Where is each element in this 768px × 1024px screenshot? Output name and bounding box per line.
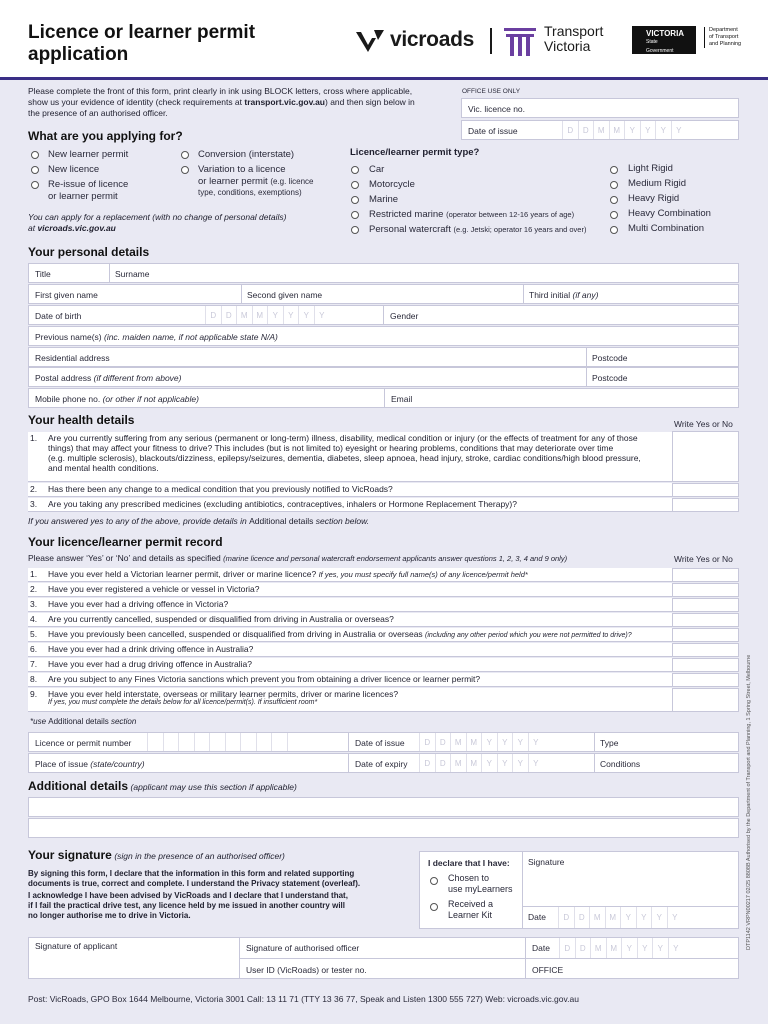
radio-conversion[interactable] <box>181 151 189 159</box>
record-q9-answer[interactable] <box>672 688 739 712</box>
health-q2: 2. Has there been any change to a medical condition that you previously notified to VicRoads? <box>28 483 672 497</box>
learner-signature-field[interactable]: Signature <box>528 857 565 867</box>
record-q2: 2. Have you ever registered a vehicle or vessel in Victoria? <box>28 583 672 597</box>
radio-motorcycle[interactable] <box>351 181 359 189</box>
given-names-row <box>28 284 739 304</box>
health-write-label: Write Yes or No <box>674 419 733 429</box>
postal-address-row <box>28 367 739 387</box>
health-heading: Your health details <box>28 413 135 427</box>
record-q6: 6. Have you ever had a drink driving offence in Australia? <box>28 643 672 657</box>
dob-cells[interactable]: D D M M Y Y Y Y <box>205 306 329 324</box>
contact-row <box>28 388 739 408</box>
second-name-field[interactable]: Second given name <box>247 290 323 300</box>
record-q7: 7. Have you ever had a drug driving offence in Australia? <box>28 658 672 672</box>
record-q3-answer[interactable] <box>672 598 739 612</box>
transport-victoria-mark-icon <box>502 24 538 58</box>
office-date-issue-field[interactable]: Date of issue D D M M Y Y Y Y <box>461 120 739 140</box>
record-subtext: Please answer ‘Yes’ or ‘No’ and details as specified (marine licence and personal watercraft endorsement applicants answer questions 1, 2, 3, 4 and 9 only) <box>28 553 568 563</box>
radio-heavy-rigid[interactable] <box>610 196 618 204</box>
licence-number-cells[interactable] <box>147 733 302 751</box>
transport-victoria-logo: Transport Victoria <box>502 24 620 60</box>
radio-personal-watercraft[interactable] <box>351 226 359 234</box>
vicroads-mark-icon <box>354 28 386 54</box>
record-q1-answer[interactable] <box>672 568 739 582</box>
record-use-note: *use Additional details section <box>30 717 137 726</box>
officer-signature-field[interactable]: Signature of authorised officer <box>246 943 360 953</box>
record-q7-answer[interactable] <box>672 658 739 672</box>
postal-address-field[interactable]: Postal address (if different from above) <box>35 373 182 383</box>
side-form-code: DTP1142 VRPN00217 02/25 8808B Authorised by the Department of Transport and Planning, 1 Spring Street, Melbourne <box>746 654 752 950</box>
radio-medium-rigid[interactable] <box>610 181 618 189</box>
licence-number-row: Licence or permit number Date of issue D D M M Y Y Y Y Type <box>28 732 739 752</box>
victoria-government-logo: VICTORIA State Government Department of Transport and Planning <box>632 26 742 62</box>
applying-heading: What are you applying for? <box>28 129 183 143</box>
radio-received-learner-kit[interactable] <box>430 903 438 911</box>
record-q6-answer[interactable] <box>672 643 739 657</box>
dob-row: Date of birth D D M M Y Y Y Y Gender <box>28 305 739 325</box>
declaration-text: By signing this form, I declare that the information in this form and related supporting documents is true, correct and complete. I understand the Privacy statement (overleaf). I acknowledge I have been advised by VicRoads and I declare that I understand that, if I fail the practical drive test, any licence held by me issued in another country will no longer authorise me to drive in Victoria. <box>28 869 361 920</box>
learner-date-cells[interactable]: D D M M Y Y Y Y <box>558 907 682 928</box>
postal-postcode-field[interactable]: Postcode <box>592 373 628 383</box>
record-q3: 3. Have you ever had a driving offence in Victoria? <box>28 598 672 612</box>
additional-heading: Additional details (applicant may use this section if applicable) <box>28 779 297 793</box>
mobile-field[interactable]: Mobile phone no. (or other if not applicable) <box>35 394 199 404</box>
residential-address-field[interactable]: Residential address <box>35 353 110 363</box>
date-cells: D D M M Y Y Y Y <box>562 121 686 139</box>
name-row <box>28 263 739 283</box>
health-q2-answer[interactable] <box>672 483 739 497</box>
health-q1: 1. Are you currently suffering from any serious (permanent or long-term) illness, disability, medical condition or injury (or the effects of treatment for any of those things) that may affect your fitness to drive? This includes (but is not limited to) eyesight or hearing problems, conditions that may deteriorate over time (e.g. multiple sclerosis), blackouts/dizziness, epilepsy/seizures, dementia, diabetes, sleep apnoea, head injury, stroke, cardiac conditions/high blood pressure, and mental health conditions. <box>28 432 672 482</box>
personal-heading: Your personal details <box>28 245 150 259</box>
surname-field[interactable]: Surname <box>115 269 150 279</box>
record-q1: 1. Have you ever held a Victorian learner permit, driver or marine licence? If yes, you must specify full name(s) of any licence/permit held* <box>28 568 672 582</box>
record-heading: Your licence/learner permit record <box>28 535 223 549</box>
radio-light-rigid[interactable] <box>610 166 618 174</box>
office-use-title: OFFICE USE ONLY <box>462 88 521 95</box>
gender-field[interactable]: Gender <box>390 311 419 321</box>
form-title: Licence or learner permit application <box>28 22 256 65</box>
footer-contact: Post: VicRoads, GPO Box 1644 Melbourne, Victoria 3001 Call: 13 11 71 (TTY 13 36 77, Speak and Listen 1300 555 727) Web: vicroads.vic.gov.au <box>28 994 579 1004</box>
page-header <box>0 0 768 80</box>
record-q5: 5. Have you previously been cancelled, suspended or disqualified from driving in Australia or overseas (including any other period which you were not permitted to drive)? <box>28 628 672 642</box>
additional-details-line-2[interactable] <box>28 818 739 838</box>
applicant-signature-field[interactable]: Signature of applicant <box>35 941 118 951</box>
record-q4-answer[interactable] <box>672 613 739 627</box>
expiry-date-cells[interactable]: D D M M Y Y Y Y <box>419 754 543 772</box>
radio-marine[interactable] <box>351 196 359 204</box>
radio-multi-combination[interactable] <box>610 226 618 234</box>
title-field[interactable]: Title <box>35 269 51 279</box>
radio-new-licence[interactable] <box>31 166 39 174</box>
signature-block: Signature of applicant Signature of authorised officer User ID (VicRoads) or tester no. Date D D M M Y Y Y Y OFFICE <box>28 937 739 979</box>
place-of-issue-field[interactable]: Place of issue (state/country) <box>35 759 145 769</box>
record-q2-answer[interactable] <box>672 583 739 597</box>
residential-address-row <box>28 347 739 367</box>
record-write-label: Write Yes or No <box>674 554 733 564</box>
issue-date-cells[interactable]: D D M M Y Y Y Y <box>419 733 543 751</box>
logo-separator <box>490 28 492 54</box>
record-q4: 4. Are you currently cancelled, suspended or disqualified from driving in Australia or overseas? <box>28 613 672 627</box>
department-name: Department of Transport and Planning <box>704 27 741 48</box>
intro-text: Please complete the front of this form, print clearly in ink using BLOCK letters, cross where applicable, show us your evidence of identity (check requirements at transport.vic.gov.au) and then sign below in the presence of an authorised officer. <box>28 86 415 118</box>
vicroads-logo: vicroads <box>354 26 480 56</box>
third-initial-field[interactable]: Third initial (if any) <box>529 290 599 300</box>
radio-car[interactable] <box>351 166 359 174</box>
health-q3-answer[interactable] <box>672 498 739 512</box>
previous-names-field[interactable]: Previous name(s) (inc. maiden name, if not applicable state N/A) <box>28 326 739 346</box>
record-q8-answer[interactable] <box>672 673 739 687</box>
office-licence-no-field[interactable]: Vic. licence no. <box>461 98 739 118</box>
record-q8: 8. Are you subject to any Fines Victoria sanctions which prevent you from obtaining a driver licence or learner permit? <box>28 673 672 687</box>
officer-date-cells[interactable]: D D M M Y Y Y Y <box>559 938 683 958</box>
first-name-field[interactable]: First given name <box>35 290 98 300</box>
conditions-field[interactable]: Conditions <box>600 759 641 769</box>
email-field[interactable]: Email <box>391 394 413 404</box>
record-q9: 9. Have you ever held interstate, overseas or military learner permits, driver or marine licences? If yes, you must complete the details below for all licence/permit(s). If insufficient room* <box>28 688 672 712</box>
user-id-field[interactable]: User ID (VicRoads) or tester no. <box>246 965 367 975</box>
radio-variation[interactable] <box>181 166 189 174</box>
radio-restricted-marine[interactable] <box>351 211 359 219</box>
radio-new-learner[interactable] <box>31 151 39 159</box>
record-q5-answer[interactable] <box>672 628 739 642</box>
health-note: If you answered yes to any of the above, provide details in Additional details section below. <box>28 516 370 526</box>
declare-panel: I declare that I have: Chosen to use myLearners Received a Learner Kit Signature Date D D M M Y Y Y Y <box>419 851 739 929</box>
health-q1-answer[interactable] <box>672 431 739 482</box>
radio-chosen-mylearners[interactable] <box>430 877 438 885</box>
permit-type-heading: Licence/learner permit type? <box>350 147 480 158</box>
health-q3: 3. Are you taking any prescribed medicines (excluding antibiotics, contraceptives, inhalers or Hormone Replacement Therapy)? <box>28 498 672 512</box>
type-field[interactable]: Type <box>600 738 619 748</box>
signature-heading: Your signature (sign in the presence of an authorised officer) <box>28 848 285 862</box>
place-of-issue-row: Place of issue (state/country) Date of expiry D D M M Y Y Y Y Conditions <box>28 753 739 773</box>
radio-reissue[interactable] <box>31 181 39 189</box>
radio-heavy-combination[interactable] <box>610 211 618 219</box>
replacement-note: You can apply for a replacement (with no change of personal details) at vicroads.vic.gov.au <box>28 212 287 233</box>
additional-details-line-1[interactable] <box>28 797 739 817</box>
office-field[interactable]: OFFICE <box>532 965 564 975</box>
postcode-field[interactable]: Postcode <box>592 353 628 363</box>
